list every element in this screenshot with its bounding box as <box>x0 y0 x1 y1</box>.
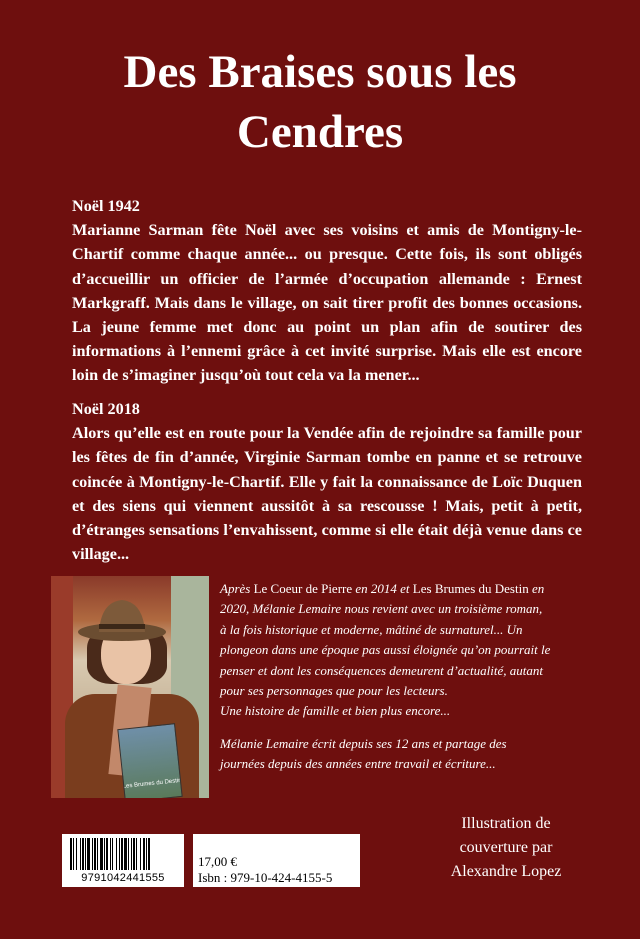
barcode <box>62 834 184 887</box>
isbn: Isbn : 979-10-424-4155-5 <box>198 870 333 885</box>
barcode-bars <box>68 838 178 870</box>
bio-book-2: Les Brumes du Destin <box>412 581 529 596</box>
blurb-1942-text: Marianne Sarman fête Noël avec ses voisins et amis de Montigny-le-Chartif comme chaque année... ou presque. Cette fois, ils sont obligés d’accueillir un officier de l’armée d’occupation allemande : Ernest Markgraff. Mais dans le village, on sait tirer profit des bonnes occasions. La jeune femme met donc au point un plan afin de soutirer des informations à l’ennemi grâce à cet invité surprise. Mais elle est encore loin de s’imaginer jusqu’où tout cela va la mener... <box>72 221 582 385</box>
bio-paragraph-3: Mélanie Lemaire écrit depuis ses 12 ans et partage des journées depuis des années entre travail et écriture... <box>220 735 507 772</box>
barcode-bar <box>70 838 72 870</box>
barcode-bar <box>128 838 129 870</box>
credit-line-2: couverture par <box>459 839 553 856</box>
author-bio <box>220 579 552 775</box>
barcode-bar <box>76 838 77 870</box>
barcode-bar <box>112 838 113 870</box>
blurb-2018-year: Noël 2018 <box>72 400 140 418</box>
barcode-bar <box>136 838 137 870</box>
held-book <box>117 723 182 798</box>
barcode-bar <box>133 838 135 870</box>
book-title-line-1: Des Braises sous les <box>123 46 517 98</box>
author-photo <box>51 576 209 798</box>
barcode-bar <box>131 838 132 870</box>
barcode-bar <box>140 838 141 870</box>
barcode-bar <box>110 838 111 870</box>
credit-line-3: Alexandre Lopez <box>450 863 562 880</box>
blurb-1942 <box>72 194 582 388</box>
credit-line-1: Illustration de <box>461 815 551 832</box>
blurb-1942-year: Noël 1942 <box>72 197 140 215</box>
barcode-bar <box>82 838 84 870</box>
bio-book-1: Le Coeur de Pierre <box>253 581 353 596</box>
book-title-line-2: Cendres <box>236 106 404 158</box>
book-title <box>40 42 600 162</box>
barcode-bar <box>116 838 117 870</box>
barcode-bar <box>146 838 147 870</box>
barcode-bar <box>104 838 105 870</box>
barcode-bar <box>94 838 96 870</box>
barcode-bar <box>97 838 98 870</box>
hat-icon <box>77 596 167 642</box>
barcode-bar <box>106 838 108 870</box>
barcode-bar <box>121 838 123 870</box>
barcode-bar <box>73 838 74 870</box>
barcode-bar <box>148 838 150 870</box>
price: 17,00 € <box>198 854 237 869</box>
bio-paragraph-2: Une histoire de famille et bien plus encore... <box>220 703 451 719</box>
barcode-bar <box>124 838 127 870</box>
bio-paragraph-1: Après Le Coeur de Pierre en 2014 et Les Brumes du Destin en 2020, Mélanie Lemaire nous revient avec un troisième roman, à la fois historique et moderne, mâtiné de surnaturel... Un plongeon dans une époque pas aussi éloignée qu’on pourrait le penser et dont les conséquences demeurent d’actualité, autant pour ses personnages que pour les lecteurs. <box>220 581 551 699</box>
illustration-credit <box>430 812 582 884</box>
barcode-bar <box>119 838 120 870</box>
barcode-number: 9791042441555 <box>81 872 165 884</box>
held-book-title: Les Brumes du Destin <box>122 777 182 790</box>
blurb-2018 <box>72 397 582 566</box>
price-box <box>193 834 360 887</box>
barcode-bar <box>85 838 86 870</box>
barcode-bar <box>80 838 81 870</box>
barcode-bar <box>92 838 93 870</box>
barcode-bar <box>87 838 90 870</box>
blurb-2018-text: Alors qu’elle est en route pour la Vendée afin de rejoindre sa famille pour les fêtes de fin d’année, Virginie Sarman tombe en panne et se retrouve coincée à Montigny-le-Chartif. Elle y fait la connaissance de Loïc Duquen et des siens qui viennent aussitôt à sa rescousse ! Mais, petit à petit, d’étranges sensations l’envahissent, comme si elle était déjà venue dans ce village... <box>72 424 582 564</box>
barcode-bar <box>100 838 103 870</box>
barcode-bar <box>143 838 145 870</box>
